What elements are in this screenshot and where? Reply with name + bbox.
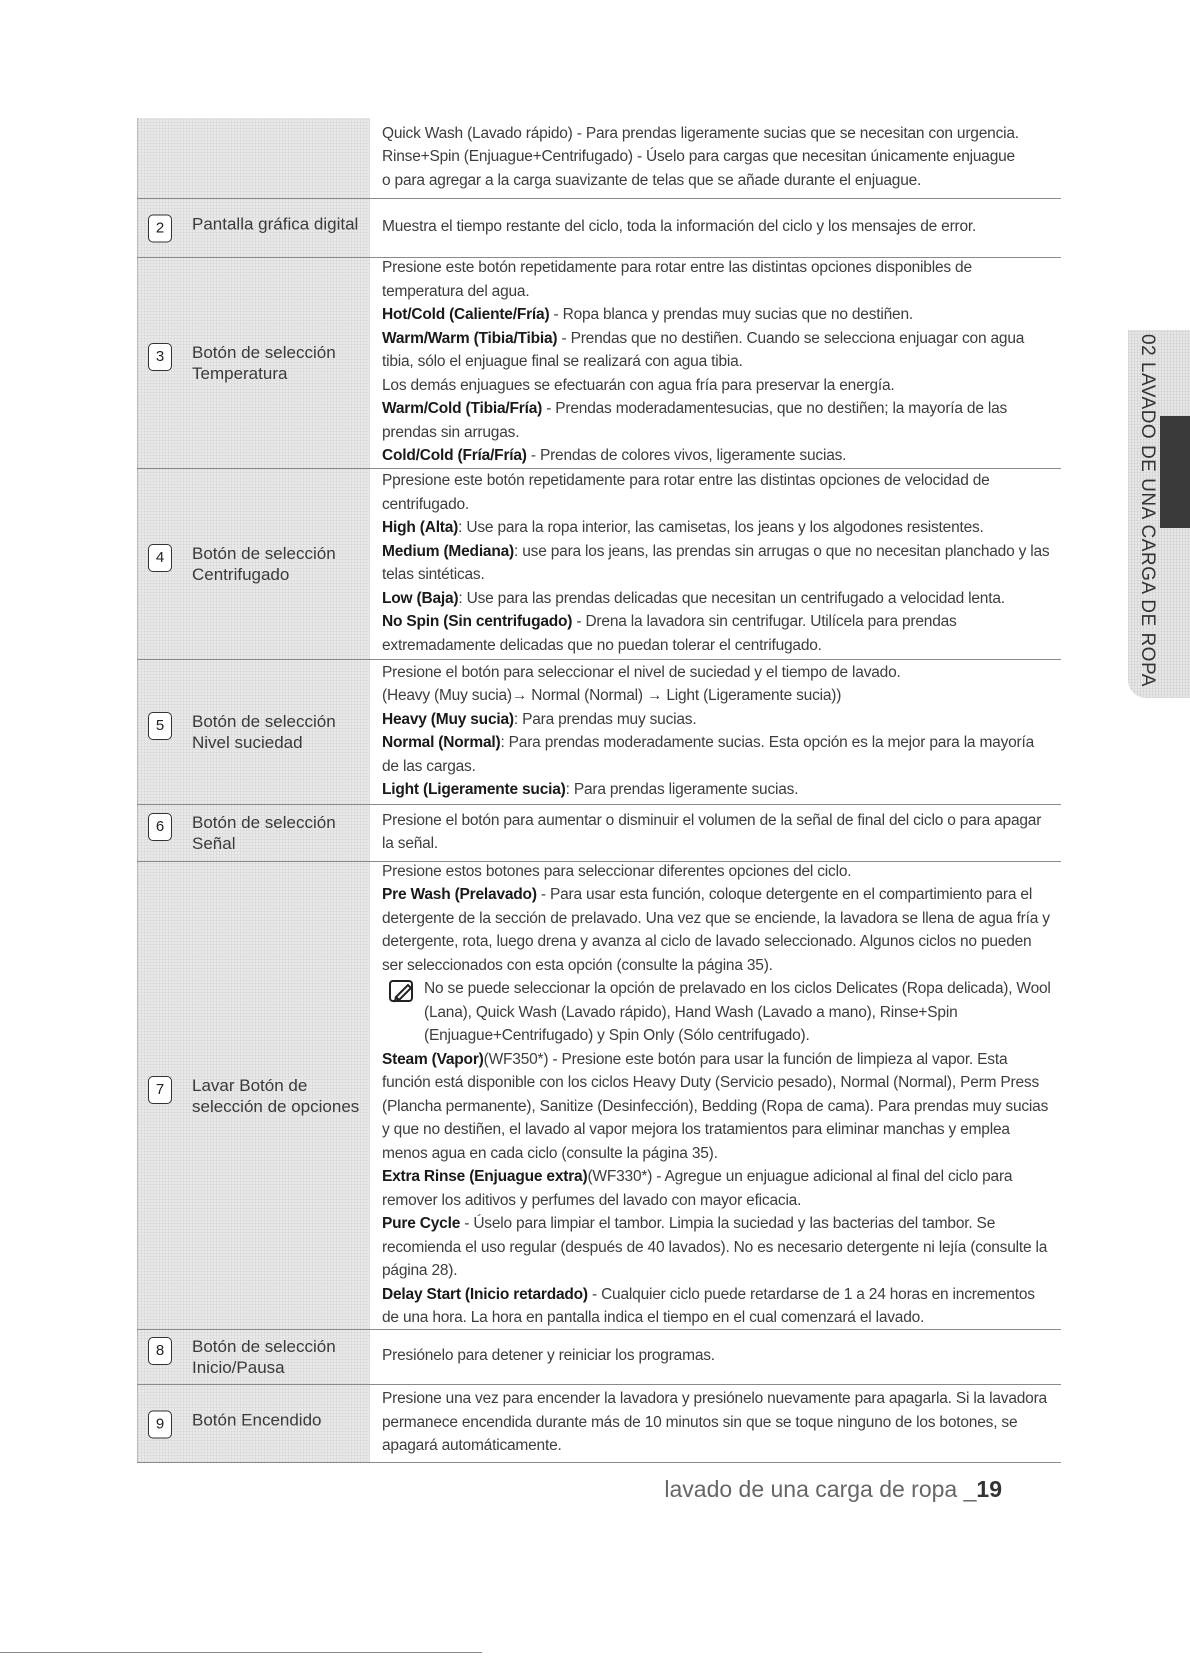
option-name: Light (Ligeramente sucia) [382,781,566,798]
row-label [148,342,370,384]
option-description [382,1048,1053,1166]
option-description [382,587,1053,611]
option-text: : use para los jeans, las prendas sin arrugas o que no necesitan planchado y las telas sintéticas. [382,542,1050,583]
row-label [148,214,358,243]
row-label-text: Botón de selección Señal [192,813,336,853]
option-text: : Use para la ropa interior, las camisetas, los jeans y los algodones resistentes. [458,519,984,536]
row-label [148,1409,322,1438]
row-number-badge: 8 [148,1337,172,1365]
row-label-cell [137,1385,370,1462]
option-description [382,778,1053,802]
row-description [370,199,1061,257]
option-name: Normal (Normal) [382,734,501,751]
page-footer [664,1476,1002,1503]
footer-title: lavado de una carga de ropa _ [664,1476,977,1502]
row-label-text: Pantalla gráfica digital [192,214,359,234]
row-label-text: Botón de selección Temperatura [192,343,336,383]
row-label-text: Lavar Botón de selección de opciones [192,1075,360,1116]
row-number-badge: 3 [148,343,172,371]
note-text: No se puede seleccionar la opción de prelavado en los ciclos Delicates (Ropa delicada), Wool (Lana), Quick Wash (Lavado rápido), Hand Wash (Lavado a mano), Rinse+Spin (Enjuague+Centrifugado) y Spin Only (Sólo centrifugado). [424,980,1051,1044]
table-row [137,805,1061,862]
option-text: : Para prendas moderadamente sucias. Esta opción es la mejor para la mayoría de las cargas. [382,734,1035,775]
row-description [370,1385,1061,1462]
table-row [137,469,1061,660]
option-name: Cold/Cold (Fría/Fría) [382,447,527,465]
option-text: - Cualquier ciclo puede retardarse de 1 a 24 horas en incrementos de una hora. La hora en pantalla indica el tiempo en el cual comenzará el lavado. [382,1285,1035,1326]
bottom-rule [0,1652,482,1653]
option-name: Medium (Mediana) [382,542,515,560]
table-row [137,1330,1061,1385]
row-label-cell [137,118,370,198]
row-number-badge: 6 [148,813,172,841]
option-text: : Para prendas muy sucias. [513,710,697,728]
description-text: Presione este botón repetidamente para rotar entre las distintas opciones disponibles de temperatura del agua. [382,259,972,300]
description-text: Quick Wash (Lavado rápido) - Para prendas ligeramente sucias que se necesitan con urgencia. [382,124,1019,142]
row-number-badge: 4 [148,544,172,572]
description-text: Ppresione este botón repetidamente para rotar entre las distintas opciones de velocidad de centrifugado. [382,472,990,513]
option-description [382,397,1053,444]
row-number-badge: 5 [148,712,172,740]
note [388,977,1053,1048]
row-label-cell [137,660,370,804]
option-text: : Use para las prendas delicadas que necesitan un centrifugado a velocidad lenta. [458,589,1005,607]
row-description [370,1330,1061,1384]
table-row [137,258,1061,469]
row-label-cell [137,199,370,257]
option-name: Extra Rinse (Enjuague extra) [382,1168,588,1185]
option-description [382,708,1053,732]
option-text: - Drena la lavadora sin centrifugar. Utilícela para prendas extremadamente delicadas que no puedan tolerar el centrifugado. [382,613,957,654]
description-text: Muestra el tiempo restante del ciclo, toda la información del ciclo y los mensajes de error. [382,218,977,236]
chapter-tab-marker [1160,416,1190,528]
row-label-text: Botón Encendido [192,1410,322,1429]
row-label [148,812,370,854]
option-description [382,444,1053,468]
description-text: Rinse+Spin (Enjuague+Centrifugado) - Úselo para cargas que necesitan únicamente enjuague [382,148,1015,166]
row-description [370,660,1061,804]
option-name: Pre Wash (Prelavado) [382,886,537,903]
description-text: Presiónelo para detener y reiniciar los programas. [382,1347,715,1365]
row-label-text: Botón de selección Centrifugado [192,544,336,584]
row-label [148,711,370,753]
row-description [370,862,1061,1329]
description-text: Los demás enjuagues se efectuarán con agua fría para preservar la energía. [382,376,895,394]
option-text: : Para prendas ligeramente sucias. [565,781,799,798]
row-label-cell [137,862,370,1329]
table-row [137,660,1061,805]
option-description [382,540,1053,587]
option-name: Steam (Vapor) [382,1050,484,1068]
option-name: Delay Start (Inicio retardado) [382,1285,588,1303]
option-text: (WF330*) - Agregue un enjuague adicional al final del ciclo para remover los aditivos y perfumes del lavado con mayor eficacia. [382,1168,1013,1209]
option-description [382,610,1053,657]
row-label [148,1336,370,1378]
description-text: Presione el botón para seleccionar el nivel de suciedad y el tiempo de lavado. [382,663,901,681]
row-label-cell [137,1330,370,1384]
description-text: o para agregar a la carga suavizante de telas que se añade durante el enjuague. [382,171,922,189]
option-description [382,516,1053,540]
option-text: - Úselo para limpiar el tambor. Limpia la suciedad y las bacterias del tambor. Se recomienda el uso regular (después de 40 lavados). No es necesario detergente ni lejía (consulte la página 28). [382,1215,1048,1279]
option-name: High (Alta) [382,519,459,536]
row-label-cell [137,805,370,861]
option-name: Warm/Warm (Tibia/Tibia) [382,329,558,347]
option-name: Heavy (Muy sucia) [382,710,514,728]
option-description [382,1165,1053,1212]
table-row [137,199,1061,258]
row-label-text: Botón de selección Nivel suciedad [192,712,336,752]
option-name: Warm/Cold (Tibia/Fría) [382,400,543,418]
option-name: Low (Baja) [382,589,459,607]
option-name: Hot/Cold (Caliente/Fría) [382,306,550,324]
option-text: - Para usar esta función, coloque detergente en el compartimiento para el detergente de la sección de prelavado. Una vez que se enciende, la lavadora se llena de agua fría y detergente, rota, luego drena y avanza al ciclo de lavado seleccionado. Algunos ciclos no pueden ser seleccionados con esta opción (consulte la página 35). [382,886,1050,974]
option-description [382,1283,1053,1330]
option-description [382,1212,1053,1283]
row-number-badge: 2 [148,215,172,243]
row-label-cell [137,258,370,468]
option-text: - Prendas que no destiñen. Cuando se selecciona enjuagar con agua tibia, sólo el enjuague final se realizará con agua tibia. [382,329,1025,371]
row-description [370,469,1061,659]
page-number: 19 [976,1476,1002,1502]
row-label [148,543,370,585]
description-text: Presione una vez para encender la lavadora y presiónelo nuevamente para apagarla. Si la lavadora permanece encendida durante más de 10 minutos sin que se toque ninguno de los botones, se apagará automáticamente. [382,1390,1047,1455]
option-description [382,327,1053,374]
option-text: - Ropa blanca y prendas muy sucias que no destiñen. [549,306,913,324]
row-label-cell [137,469,370,659]
description-text: Presione estos botones para seleccionar diferentes opciones del ciclo. [382,862,852,880]
option-description [382,731,1053,778]
option-text: - Prendas de colores vivos, ligeramente sucias. [526,447,847,465]
row-description [370,805,1061,861]
chapter-tab-label: 02 LAVADO DE UNA CARGA DE ROPA [1137,334,1158,687]
note-pencil-icon [388,979,416,1005]
option-description [382,883,1053,977]
row-description [370,258,1061,468]
option-description [382,303,1053,327]
table-row [137,118,1061,199]
row-number-badge: 9 [148,1410,172,1438]
option-name: Pure Cycle [382,1215,461,1232]
row-label [148,1075,370,1117]
table-row [137,862,1061,1330]
option-name: No Spin (Sin centrifugado) [382,613,573,630]
controls-table [137,118,1061,1463]
row-label-text: Botón de selección Inicio/Pausa [192,1337,336,1377]
option-text: - Prendas moderadamentesucias, que no destiñen; la mayoría de las prendas sin arrugas. [382,400,1008,441]
row-number-badge: 7 [148,1076,172,1104]
description-text: Presione el botón para aumentar o disminuir el volumen de la señal de final del ciclo o para apagar la señal. [382,811,1042,852]
row-description [370,118,1061,198]
description-text: (Heavy (Muy sucia)→ Normal (Normal) → Light (Ligeramente sucia)) [382,687,842,704]
option-text: (WF350*) - Presione este botón para usar la función de limpieza al vapor. Esta función está disponible con los ciclos Heavy Duty (Servicio pesado), Normal (Normal), Perm Press (Plancha permanente), Sanitize (Desinfección), Bedding (Ropa de cama). Para prendas muy sucias y que no destiñen, el lavado al vapor mejora los tratamientos para eliminar manchas y emplea menos agua en cada ciclo (consulte la página 35). [382,1050,1049,1162]
table-row [137,1385,1061,1463]
